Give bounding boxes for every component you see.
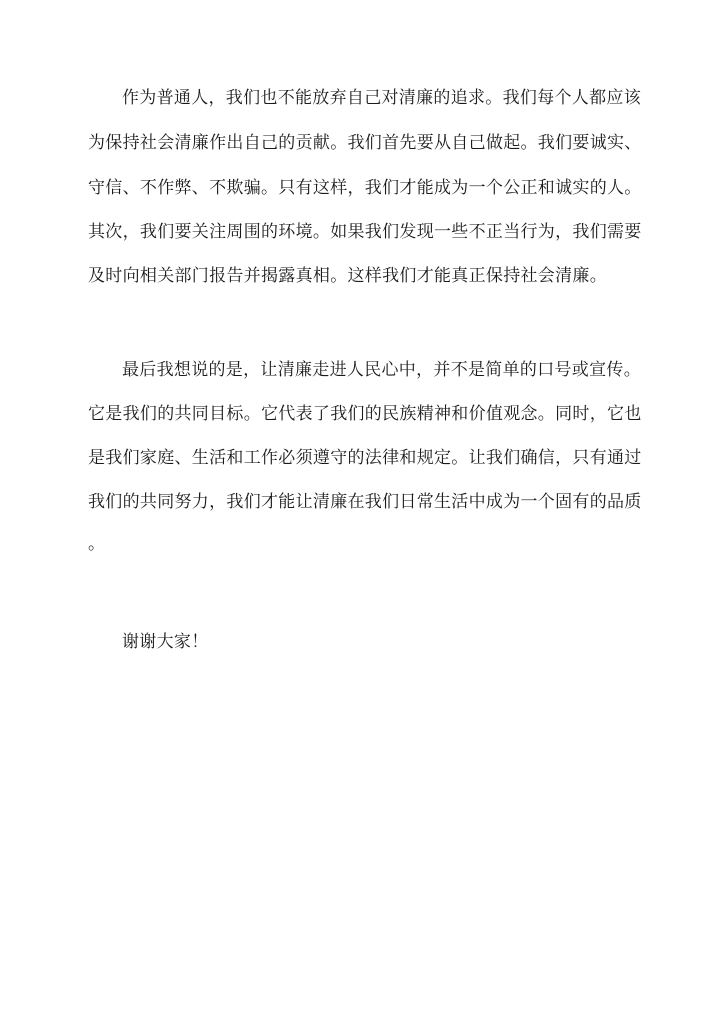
closing-line: 谢谢大家！ — [122, 632, 209, 652]
paragraph-line: 及时向相关部门报告并揭露真相。这样我们才能真正保持社会清廉。 — [88, 266, 607, 286]
paragraph-line: 作为普通人，我们也不能放弃自己对清廉的追求。我们每个人都应该 — [122, 88, 641, 108]
paragraph-line: 为保持社会清廉作出自己的贡献。我们首先要从自己做起。我们要诚实、 — [88, 133, 642, 153]
paragraph-line: 是我们家庭、生活和工作必须遵守的法律和规定。让我们确信，只有通过 — [88, 448, 642, 468]
paragraph-line: 它是我们的共同目标。它代表了我们的民族精神和价值观念。同时，它也 — [88, 404, 642, 424]
paragraph-line: 最后我想说的是，让清廉走进人民心中，并不是简单的口号或宣传。 — [122, 360, 641, 380]
paragraph-line: 守信、不作弊、不欺骗。只有这样，我们才能成为一个公正和诚实的人。 — [88, 178, 642, 198]
paragraph-line: 。 — [88, 534, 106, 554]
paragraph-line: 我们的共同努力，我们才能让清廉在我们日常生活中成为一个固有的品质 — [88, 492, 642, 512]
paragraph-line: 其次，我们要关注周围的环境。如果我们发现一些不正当行为，我们需要 — [88, 222, 642, 242]
